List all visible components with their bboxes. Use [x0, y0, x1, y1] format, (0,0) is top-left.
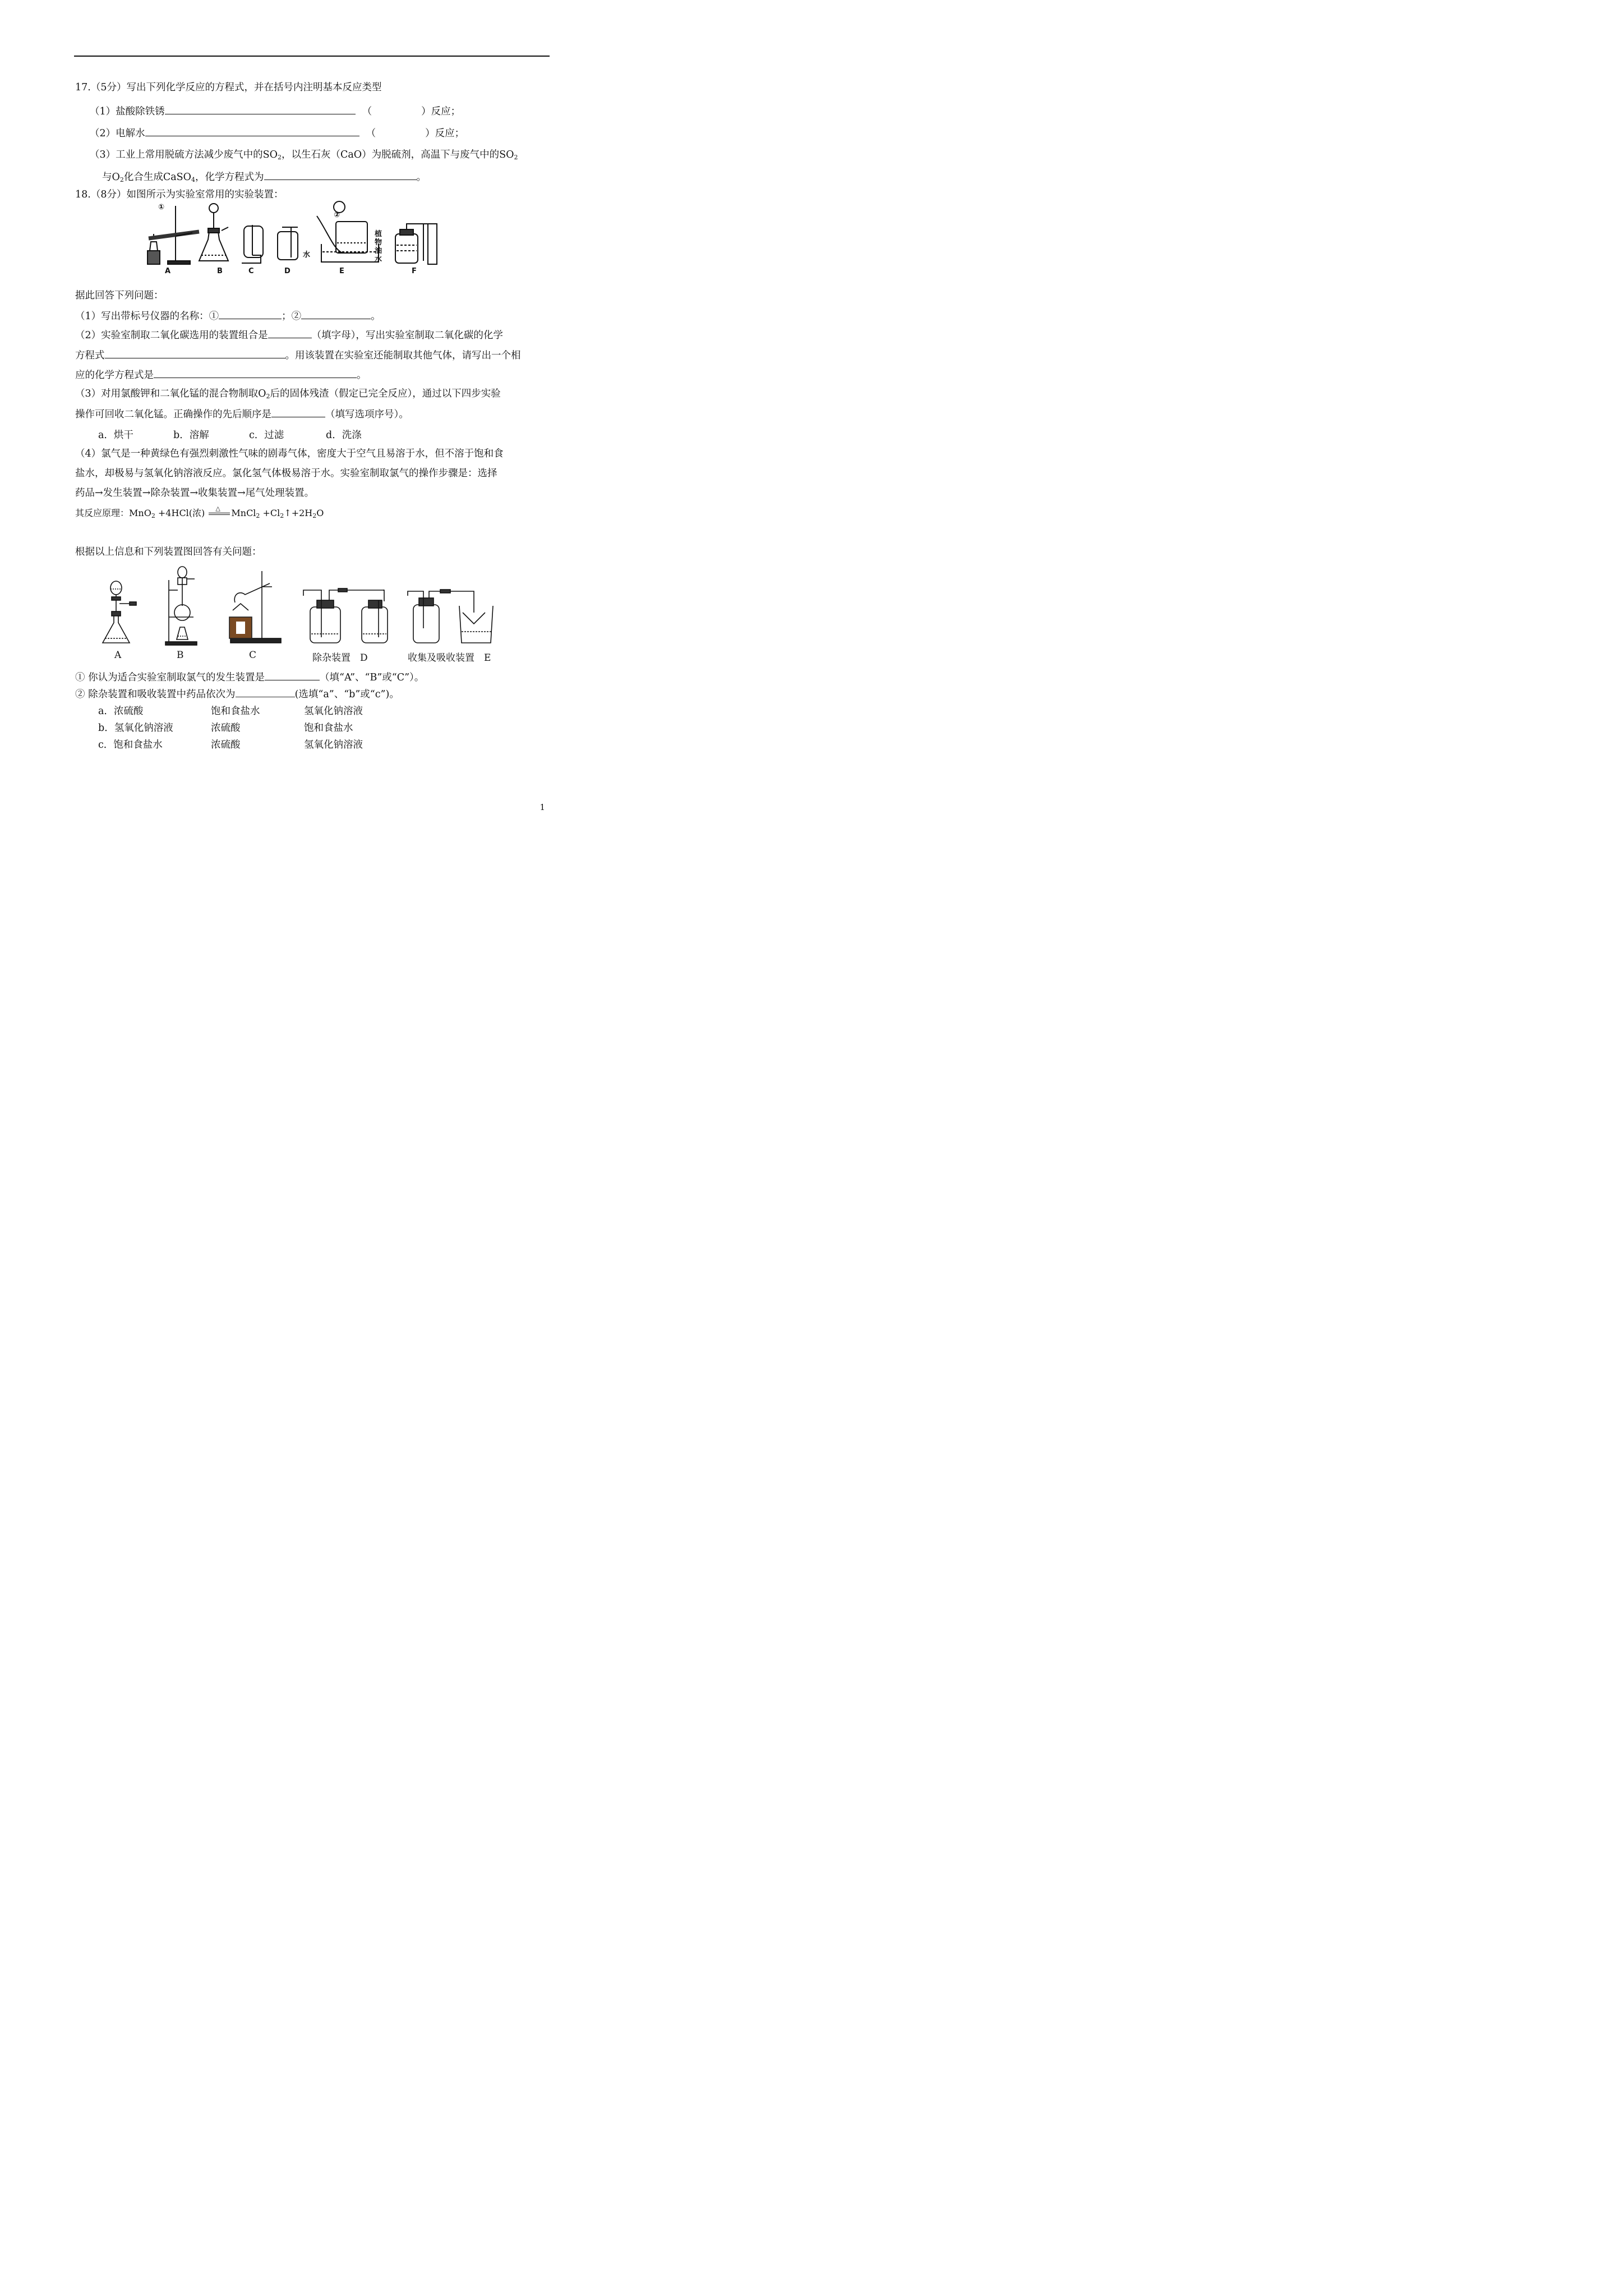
eq-text: +4HCl(浓) [155, 508, 208, 518]
fig1-label-d: D [284, 267, 291, 275]
fig1-label-e: E [339, 267, 344, 275]
fig1-water2-label: 水 [375, 255, 382, 264]
q17-part1 [90, 104, 460, 118]
q18-title: 18.（8分）如图所示为实验室常用的实验装置： [75, 189, 284, 200]
fig1-oil-char: 植 [375, 230, 382, 238]
q17-title: 17.（5分）写出下列化学反应的方程式，并在括号内注明基本反应类型 [75, 82, 382, 93]
table-cell: 浓硫酸 [211, 739, 241, 751]
fig1-oil-label [375, 230, 382, 264]
q17-p3-end: 。 [416, 172, 427, 183]
q17-p3-text-e: ，化学方程式为 [195, 172, 264, 183]
q17-p2-label: （2）电解水 [90, 128, 145, 139]
q18-part3-line2 [75, 407, 409, 421]
q18-intro: 据此回答下列问题： [75, 290, 164, 301]
sub: 2 [514, 154, 518, 161]
q17-p1-blank[interactable] [165, 104, 356, 114]
q18-p2-blank-2[interactable] [105, 348, 285, 358]
q18-sub1 [75, 670, 424, 684]
table-cell: 氢氧化钠溶液 [304, 706, 363, 717]
fig1-circle-1: ① [158, 203, 165, 211]
table-cell: b．氢氧化钠溶液 [98, 723, 173, 734]
table-cell: 浓硫酸 [211, 723, 241, 734]
apparatus-a [147, 206, 199, 264]
q18-p3-option-b: b．溶解 [173, 430, 209, 441]
q18-p2-text-c: 方程式 [75, 350, 105, 361]
q18-s1-text-a: ① 你认为适合实验室制取氯气的发生装置是 [75, 672, 265, 683]
q18-p1-blank-1[interactable] [219, 309, 282, 319]
eq-text: O [316, 508, 324, 518]
q18-p2-blank-3[interactable] [154, 367, 357, 378]
q17-part3-line1 [90, 148, 518, 164]
q18-p2-text-e: 应的化学方程式是 [75, 370, 154, 381]
q18-p1-end: 。 [371, 311, 381, 322]
eq-text: MnCl [231, 508, 256, 518]
q18-p3-text-b: 后的固体残渣（假定已完全反应），通过以下四步实验 [270, 388, 501, 399]
q18-p2-text-b: （填字母），写出实验室制取二氧化碳的化学 [311, 330, 503, 341]
table-cell: c．饱和食盐水 [98, 739, 163, 751]
q17-p3-text-a: （3）工业上常用脱硫方法减少废气中的SO [90, 149, 278, 160]
apparatus-d2 [303, 588, 388, 643]
q18-info: 根据以上信息和下列装置图回答有关问题： [75, 546, 262, 558]
header-rule [74, 56, 550, 57]
q18-sub2 [75, 687, 399, 701]
q18-part2-line3 [75, 367, 367, 382]
q17-part2 [90, 126, 464, 140]
q17-p2-suffix: ）反应； [425, 128, 465, 139]
sub: 2 [119, 176, 124, 183]
q18-p1-text-b: ；② [282, 311, 302, 322]
fig1-water-label: 水 [303, 251, 311, 259]
lab-apparatus-figure-2 [98, 561, 502, 648]
q18-p3-text-a: （3）对用氯酸钾和二氧化锰的混合物制取O [75, 388, 266, 399]
q18-part3-line1 [75, 387, 501, 403]
q18-p3-blank[interactable] [271, 407, 325, 417]
q17-p1-suffix: ）反应； [421, 106, 461, 117]
q18-p1-blank-2[interactable] [301, 309, 371, 319]
q17-p2-blank[interactable] [145, 126, 359, 136]
table-cell: 饱和食盐水 [211, 706, 260, 717]
apparatus-c2 [223, 564, 287, 648]
delta-icon: △ [215, 505, 220, 512]
q18-p1-text-a: （1）写出带标号仪器的名称：① [75, 311, 219, 322]
fig2-label-b: B [177, 650, 184, 661]
eq-text: +Cl [260, 508, 280, 518]
q17-p1-label: （1）盐酸除铁锈 [90, 106, 165, 117]
heat-arrow [208, 507, 231, 520]
q18-s1-blank[interactable] [265, 670, 320, 680]
q18-p3-text-c: 操作可回收二氧化锰。正确操作的先后顺序是 [75, 409, 271, 420]
q18-p2-text-a: （2）实验室制取二氧化碳选用的装置组合是 [75, 330, 268, 341]
q18-p4-line3: 药品→发生装置→除杂装置→收集装置→尾气处理装置。 [75, 487, 315, 499]
apparatus-b [199, 204, 228, 261]
q18-s2-blank[interactable] [236, 687, 295, 697]
fig2-label-a: A [114, 650, 122, 661]
apparatus-c [242, 225, 263, 263]
page-number: 1 [540, 802, 545, 812]
q17-p1-paren: （ [362, 106, 372, 117]
fig2-label-e: 收集及吸收装置 E [408, 652, 491, 664]
apparatus-a2 [103, 581, 136, 643]
q17-p3-text-b: ，以生石灰（CaO）为脱硫剂，高温下与废气中的SO [281, 149, 514, 160]
q18-p4-line2: 盐水，却极易与氢氧化钠溶液反应。氯化氢气体极易溶于水。实验室制取氯气的操作步骤是：选择 [75, 468, 497, 479]
q18-p2-text-d: 。用该装置在实验室还能制取其他气体，请写出一个相 [285, 350, 521, 361]
q18-p3-option-a: a．烘干 [98, 430, 133, 441]
sub: 2 [277, 154, 282, 161]
q18-p3-option-d: d．洗涤 [326, 430, 362, 441]
sub: 2 [256, 512, 260, 519]
q18-part2-line1 [75, 328, 503, 342]
table-cell: a．浓硫酸 [98, 706, 144, 717]
fig1-label-a: A [165, 267, 171, 275]
q18-part2-line2 [75, 348, 521, 362]
table-cell: 饱和食盐水 [304, 723, 353, 734]
q18-p3-text-d: （填写选项序号）。 [325, 409, 409, 420]
q17-p3-blank[interactable] [264, 169, 417, 180]
q17-p2-paren: （ [366, 128, 376, 139]
apparatus-f [395, 224, 437, 264]
apparatus-e [317, 201, 379, 262]
q18-s2-text-b: (选填“a”、“b”或“c”)。 [294, 689, 399, 700]
table-cell: 氢氧化钠溶液 [304, 739, 363, 751]
apparatus-d [278, 227, 298, 260]
sub: 2 [151, 512, 155, 519]
sub: 2 [266, 393, 270, 400]
sub: 4 [191, 176, 196, 183]
fig2-label-d: 除杂装置 D [312, 652, 368, 664]
fig2-label-c: C [249, 650, 257, 661]
fig1-label-f: F [412, 267, 417, 275]
sub: 2 [280, 512, 284, 519]
q18-s2-text-a: ② 除杂装置和吸收装置中药品依次为 [75, 689, 236, 700]
q17-p3-text-c: 与O [102, 172, 120, 183]
q18-part1 [75, 309, 381, 323]
q18-p2-blank-1[interactable] [268, 328, 312, 338]
q18-s1-text-b: （填“A”、“B”或“C”）。 [320, 672, 425, 683]
q18-p2-end: 。 [357, 370, 367, 381]
q18-reaction-equation [75, 507, 324, 523]
fig1-oil-char: 物 [375, 238, 382, 247]
eq-text: ↑+2H [284, 508, 313, 518]
fig1-oil-char: 油 [375, 247, 382, 255]
fig1-label-c: C [248, 267, 254, 275]
apparatus-b2 [165, 567, 197, 645]
apparatus-e2 [408, 590, 493, 643]
q17-part3-line2 [102, 169, 426, 187]
q17-p3-text-d: 化合生成CaSO [123, 172, 192, 183]
sub: 2 [312, 512, 317, 519]
q18-p4-line1: （4）氯气是一种黄绿色有强烈刺激性气味的剧毒气体，密度大于空气且易溶于水，但不溶于饱和食 [75, 448, 504, 459]
lab-apparatus-figure-1 [143, 199, 457, 278]
fig1-label-b: B [217, 267, 223, 275]
eq-text: 其反应原理：MnO [75, 508, 151, 518]
q18-p3-option-c: c．过滤 [249, 430, 284, 441]
fig1-circle-2: ② [334, 211, 340, 219]
